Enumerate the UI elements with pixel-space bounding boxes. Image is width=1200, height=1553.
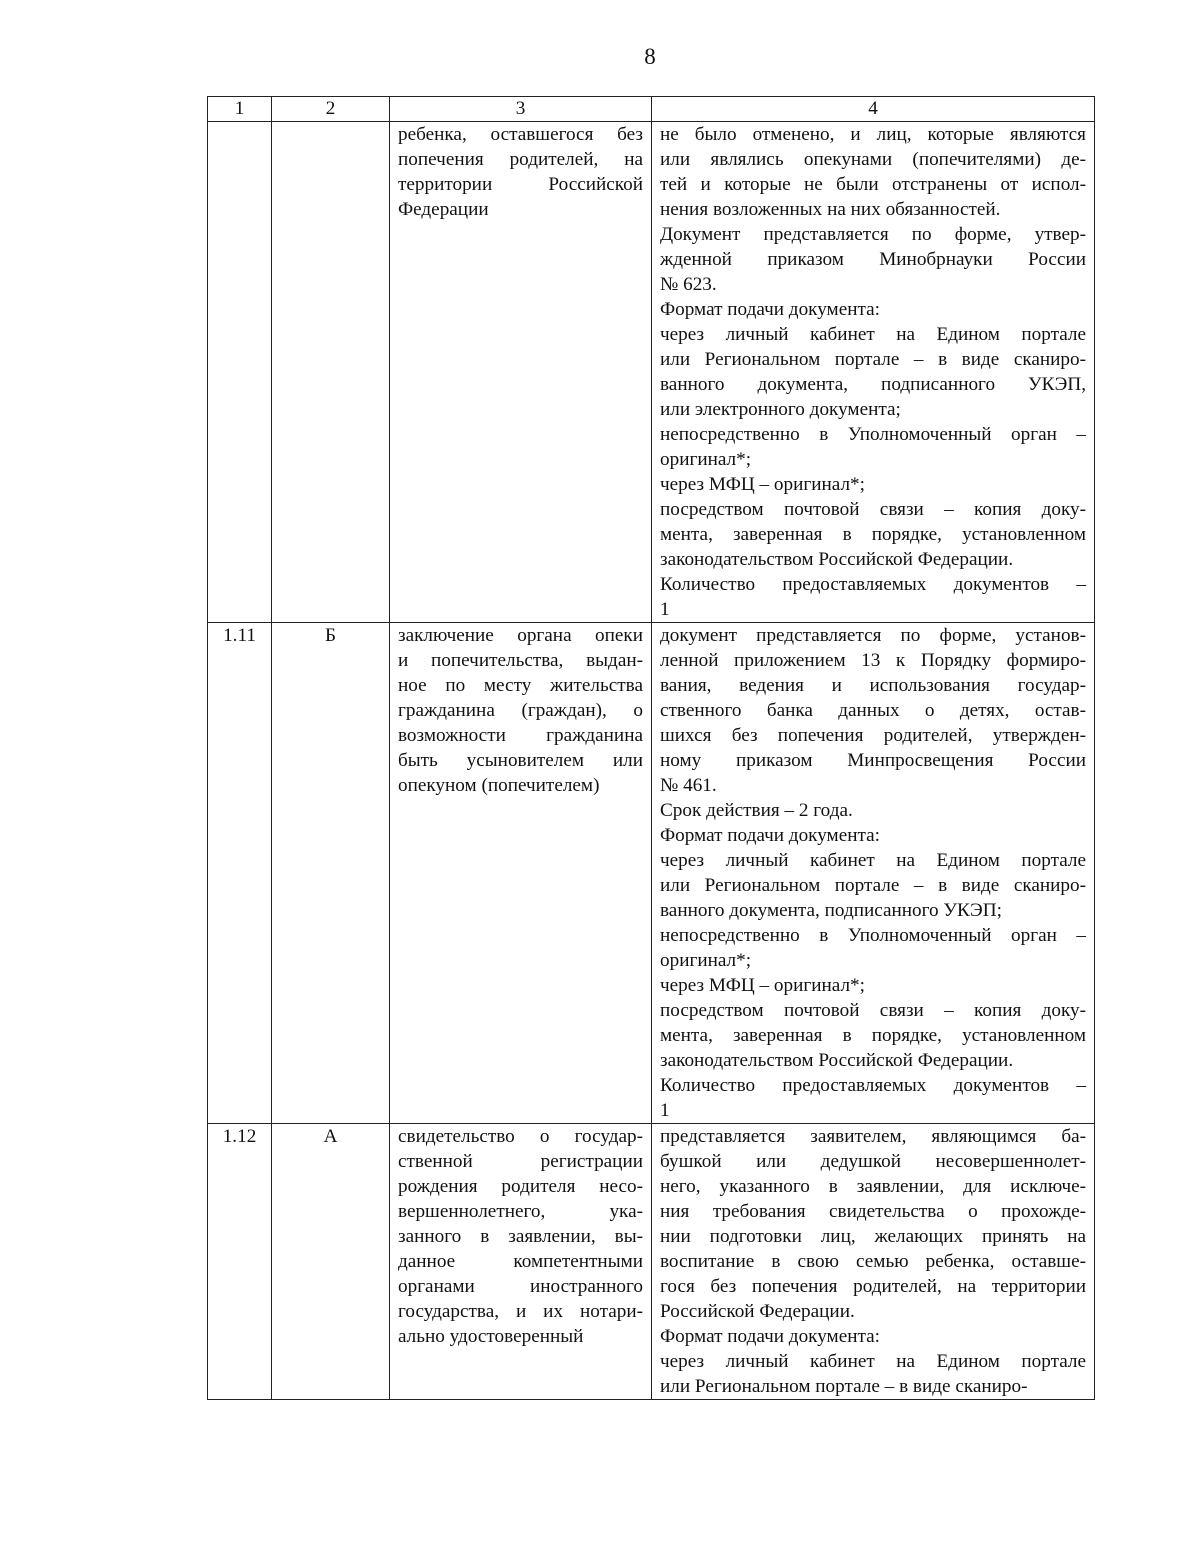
text-line: оригинал*; — [660, 950, 752, 971]
text-line: или Региональном портале – в виде сканиро- — [660, 349, 1086, 370]
text-line: территории Российской — [398, 174, 643, 195]
text-line: гося без попечения родителей, на территории — [660, 1276, 1086, 1297]
text-line: 1 — [660, 1100, 670, 1121]
document-description — [652, 122, 1095, 623]
text-line: законодательством Российской Федерации. — [660, 549, 1014, 570]
text-line: данное компетентными — [398, 1251, 643, 1272]
text-line: нии подготовки лиц, желающих принять на — [660, 1226, 1086, 1247]
text-line: непосредственно в Уполномоченный орган – — [660, 925, 1086, 946]
text-line: через личный кабинет на Едином портале — [660, 324, 1086, 345]
text-line: ственного банка данных о детях, остав- — [660, 700, 1086, 721]
text-line: законодательством Российской Федерации. — [660, 1050, 1014, 1071]
text-line: представляется заявителем, являющимся ба- — [660, 1126, 1086, 1147]
text-line: через МФЦ – оригинал*; — [660, 975, 865, 996]
text-line: органами иностранного — [398, 1276, 643, 1297]
document-name — [390, 623, 652, 1124]
document-name — [390, 1124, 652, 1400]
text-line: ственной регистрации — [398, 1151, 643, 1172]
text-line: и попечительства, выдан- — [398, 650, 643, 671]
row-number: 1.12 — [208, 1124, 272, 1400]
text-line: № 623. — [660, 274, 717, 295]
row-category: Б — [272, 623, 390, 1124]
text-line: оригинал*; — [660, 449, 752, 470]
text-line: Количество предоставляемых документов – — [660, 574, 1086, 595]
text-line: быть усыновителем или — [398, 750, 643, 771]
text-line: ванного документа, подписанного УКЭП, — [660, 374, 1086, 395]
text-line: Формат подачи документа: — [660, 825, 880, 846]
text-line: или электронного документа; — [660, 399, 901, 420]
table-row — [208, 122, 1095, 623]
text-line: Формат подачи документа: — [660, 299, 880, 320]
text-line: тей и которые не были отстранены от испол- — [660, 174, 1086, 195]
text-line: посредством почтовой связи – копия доку- — [660, 1000, 1086, 1021]
table-header-row — [208, 97, 1095, 122]
text-line: ному приказом Минпросвещения России — [660, 750, 1086, 771]
text-line: посредством почтовой связи – копия доку- — [660, 499, 1086, 520]
text-line: попечения родителей, на — [398, 149, 643, 170]
text-line: № 461. — [660, 775, 717, 796]
text-line: ное по месту жительства — [398, 675, 643, 696]
row-category — [272, 122, 390, 623]
text-line: него, указанного в заявлении, для исключе- — [660, 1176, 1086, 1197]
text-line: документ представляется по форме, установ- — [660, 625, 1086, 646]
text-line: возможности гражданина — [398, 725, 643, 746]
text-line: опекуном (попечителем) — [398, 775, 600, 796]
table-row — [208, 1124, 1095, 1400]
text-line: через личный кабинет на Едином портале — [660, 850, 1086, 871]
document-description — [652, 1124, 1095, 1400]
text-line: вершеннолетнего, ука- — [398, 1201, 643, 1222]
column-header-4: 4 — [652, 97, 1095, 122]
text-line: Срок действия – 2 года. — [660, 800, 853, 821]
text-line: не было отменено, и лиц, которые являются — [660, 124, 1086, 145]
text-line: или являлись опекунами (попечителями) де- — [660, 149, 1086, 170]
text-line: ния требования свидетельства о прохожде- — [660, 1201, 1086, 1222]
text-line: 1 — [660, 599, 670, 620]
page-number: 8 — [644, 44, 656, 69]
text-line: шихся без попечения родителей, утвержден- — [660, 725, 1086, 746]
column-header-1: 1 — [208, 97, 272, 122]
text-line: гражданина (граждан), о — [398, 700, 643, 721]
text-line: или Региональном портале – в виде сканиро- — [660, 1376, 1028, 1397]
text-line: Российской Федерации. — [660, 1301, 855, 1322]
text-line: или Региональном портале – в виде сканиро- — [660, 875, 1086, 896]
row-number — [208, 122, 272, 623]
column-header-2: 2 — [272, 97, 390, 122]
text-line: Федерации — [398, 199, 489, 220]
text-line: ально удостоверенный — [398, 1326, 584, 1347]
text-line: нения возложенных на них обязанностей. — [660, 199, 1001, 220]
text-line: рождения родителя несо- — [398, 1176, 643, 1197]
row-number: 1.11 — [208, 623, 272, 1124]
text-line: непосредственно в Уполномоченный орган – — [660, 424, 1086, 445]
document-name — [390, 122, 652, 623]
text-line: Формат подачи документа: — [660, 1326, 880, 1347]
text-line: заключение органа опеки — [398, 625, 643, 646]
text-line: ребенка, оставшегося без — [398, 124, 643, 145]
text-line: через МФЦ – оригинал*; — [660, 474, 865, 495]
text-line: Документ представляется по форме, утвер- — [660, 224, 1086, 245]
text-line: государства, и их нотари- — [398, 1301, 643, 1322]
document-table — [207, 96, 1095, 1400]
text-line: свидетельство о государ- — [398, 1126, 643, 1147]
text-line: бушкой или дедушкой несовершеннолет- — [660, 1151, 1086, 1172]
text-line: мента, заверенная в порядке, установленном — [660, 524, 1086, 545]
text-line: через личный кабинет на Едином портале — [660, 1351, 1086, 1372]
row-category: А — [272, 1124, 390, 1400]
text-line: вания, ведения и использования государ- — [660, 675, 1086, 696]
text-line: ленной приложением 13 к Порядку формиро- — [660, 650, 1086, 671]
text-line: ванного документа, подписанного УКЭП; — [660, 900, 1002, 921]
text-line: мента, заверенная в порядке, установленном — [660, 1025, 1086, 1046]
text-line: воспитание в свою семью ребенка, оставше- — [660, 1251, 1086, 1272]
table-row — [208, 623, 1095, 1124]
text-line: Количество предоставляемых документов – — [660, 1075, 1086, 1096]
column-header-3: 3 — [390, 97, 652, 122]
text-line: жденной приказом Минобрнауки России — [660, 249, 1086, 270]
text-line: занного в заявлении, вы- — [398, 1226, 643, 1247]
document-description — [652, 623, 1095, 1124]
